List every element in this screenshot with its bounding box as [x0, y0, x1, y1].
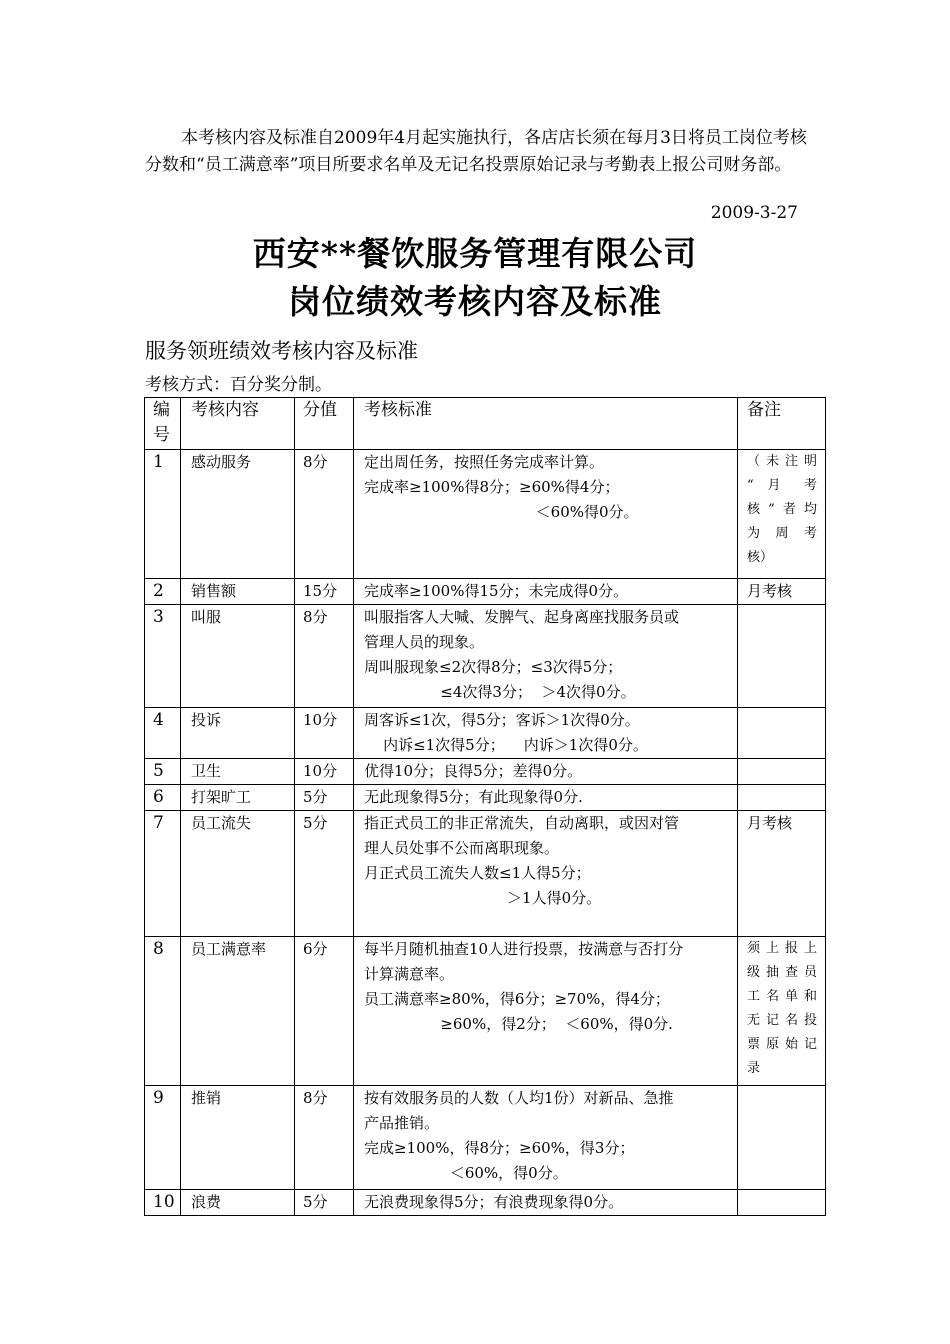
table-row: [145, 450, 826, 579]
standard-line: 员工满意率≥80%，得6分；≥70%，得4分；: [364, 990, 670, 1008]
row-score: 10分: [295, 759, 354, 785]
row-item: 员工满意率: [181, 937, 295, 1086]
row-score: 5分: [295, 1190, 354, 1216]
note-line: 级抽查员: [747, 965, 817, 980]
note-line: 工名单和: [747, 989, 817, 1004]
table-row: [145, 579, 826, 605]
row-score: 8分: [295, 605, 354, 708]
table-row: [145, 759, 826, 785]
row-number: 7: [145, 811, 181, 937]
standard-line: 周叫服现象≤2次得8分；≤3次得5分；: [364, 658, 623, 676]
note-line: 无记名投: [747, 1013, 817, 1028]
standard-line: 无浪费现象得5分；有浪费现象得0分。: [364, 1193, 624, 1211]
row-standard: [354, 759, 738, 785]
row-item: 感动服务: [181, 450, 295, 579]
row-number: 6: [145, 785, 181, 811]
table-row: [145, 708, 826, 759]
note-line: 须上报上: [747, 941, 817, 956]
header-item: 考核内容: [181, 398, 295, 450]
note-line: 核”者均: [747, 502, 817, 517]
standard-line: 计算满意率。: [364, 965, 455, 983]
row-note: [738, 1190, 826, 1216]
standard-line: 按有效服务员的人数（人均1份）对新品、急推: [364, 1089, 674, 1107]
standard-line: 完成率≥100%得15分；未完成得0分。: [364, 582, 629, 600]
row-number: 2: [145, 579, 181, 605]
document-date: 2009-3-27: [710, 203, 798, 223]
table-row: [145, 937, 826, 1086]
standard-line: ≥60%，得2分； ＜60%，得0分.: [364, 1015, 673, 1033]
row-standard: [354, 785, 738, 811]
note-line: 月考核: [747, 582, 793, 600]
standard-line: ＜60%得0分。: [364, 503, 639, 521]
assessment-table: [144, 397, 826, 1216]
row-number: 8: [145, 937, 181, 1086]
table-row: [145, 785, 826, 811]
row-number: 10: [145, 1190, 181, 1216]
row-score: 15分: [295, 579, 354, 605]
row-item: 员工流失: [181, 811, 295, 937]
row-note: [738, 605, 826, 708]
header-number: 编号: [145, 398, 181, 450]
row-note: [738, 579, 826, 605]
row-score: 8分: [295, 1086, 354, 1190]
header-standard: 考核标准: [354, 398, 738, 450]
row-note: [738, 759, 826, 785]
section-subtitle: 服务领班绩效考核内容及标准: [145, 339, 418, 363]
standard-line: 指正式员工的非正常流失，自动离职，或因对管: [364, 814, 680, 832]
row-standard: [354, 708, 738, 759]
header-score: 分值: [295, 398, 354, 450]
table-row: [145, 605, 826, 708]
standard-line: 每半月随机抽查10人进行投票，按满意与否打分: [364, 940, 684, 958]
row-standard: [354, 811, 738, 937]
row-score: 6分: [295, 937, 354, 1086]
standard-line: 完成≥100%，得8分；≥60%，得3分；: [364, 1139, 635, 1157]
note-line: “ 月 考: [747, 478, 817, 493]
standard-line: 无此现象得5分；有此现象得0分.: [364, 788, 583, 806]
standard-line: 管理人员的现象。: [364, 633, 485, 651]
standard-line: 完成率≥100%得8分；≥60%得4分；: [364, 478, 620, 496]
header-note: 备注: [738, 398, 826, 450]
table-row: [145, 811, 826, 937]
row-standard: [354, 605, 738, 708]
note-line: 月考核: [747, 814, 793, 832]
standard-line: 月正式员工流失人数≤1人得5分；: [364, 864, 591, 882]
row-number: 1: [145, 450, 181, 579]
note-line: 为 周 考: [747, 526, 817, 541]
row-item: 投诉: [181, 708, 295, 759]
row-standard: [354, 579, 738, 605]
row-score: 10分: [295, 708, 354, 759]
standard-line: 产品推销。: [364, 1114, 440, 1132]
row-score: 5分: [295, 785, 354, 811]
row-note: [738, 785, 826, 811]
standard-line: ≤4次得3分； ＞4次得0分。: [364, 683, 636, 701]
assessment-method: 考核方式：百分奖分制。: [145, 375, 332, 395]
row-item: 叫服: [181, 605, 295, 708]
row-item: 卫生: [181, 759, 295, 785]
row-note: [738, 1086, 826, 1190]
standard-line: 优得10分；良得5分；差得0分。: [364, 762, 583, 780]
standard-line: ＞1人得0分。: [364, 889, 602, 907]
table-row: [145, 1086, 826, 1190]
standard-line: 定出周任务，按照任务完成率计算。: [364, 453, 605, 471]
row-number: 5: [145, 759, 181, 785]
row-note: [738, 450, 826, 579]
standard-line: 内诉≤1次得5分； 内诉＞1次得0分。: [364, 736, 648, 754]
note-line: 核）: [747, 550, 774, 565]
table-row: [145, 1190, 826, 1216]
table-header-row: [145, 398, 826, 450]
row-number: 3: [145, 605, 181, 708]
note-line: （未注明: [747, 454, 817, 469]
standard-line: 理人员处事不公而离职现象。: [364, 839, 560, 857]
company-title: 西安**餐饮服务管理有限公司: [252, 234, 698, 273]
row-score: 8分: [295, 450, 354, 579]
standard-line: 周客诉≤1次，得5分；客诉＞1次得0分。: [364, 711, 640, 729]
row-number: 4: [145, 708, 181, 759]
note-line: 票原始记: [747, 1037, 817, 1052]
row-item: 推销: [181, 1086, 295, 1190]
note-line: 录: [747, 1061, 761, 1076]
row-note: [738, 811, 826, 937]
row-standard: [354, 1190, 738, 1216]
row-note: [738, 937, 826, 1086]
row-item: 浪费: [181, 1190, 295, 1216]
row-number: 9: [145, 1086, 181, 1190]
standard-line: ＜60%，得0分。: [364, 1164, 568, 1182]
document-title: 岗位绩效考核内容及标准: [288, 282, 662, 321]
row-score: 5分: [295, 811, 354, 937]
row-note: [738, 708, 826, 759]
row-standard: [354, 937, 738, 1086]
row-item: 打架旷工: [181, 785, 295, 811]
row-standard: [354, 1086, 738, 1190]
row-standard: [354, 450, 738, 579]
intro-paragraph: 本考核内容及标准自2009年4月起实施执行，各店店长须在每月3日将员工岗位考核分数和“员工满意率”项目所要求名单及无记名投票原始记录与考勤表上报公司财务部。: [145, 128, 807, 175]
standard-line: 叫服指客人大喊、发脾气、起身离座找服务员或: [364, 608, 680, 626]
row-item: 销售额: [181, 579, 295, 605]
